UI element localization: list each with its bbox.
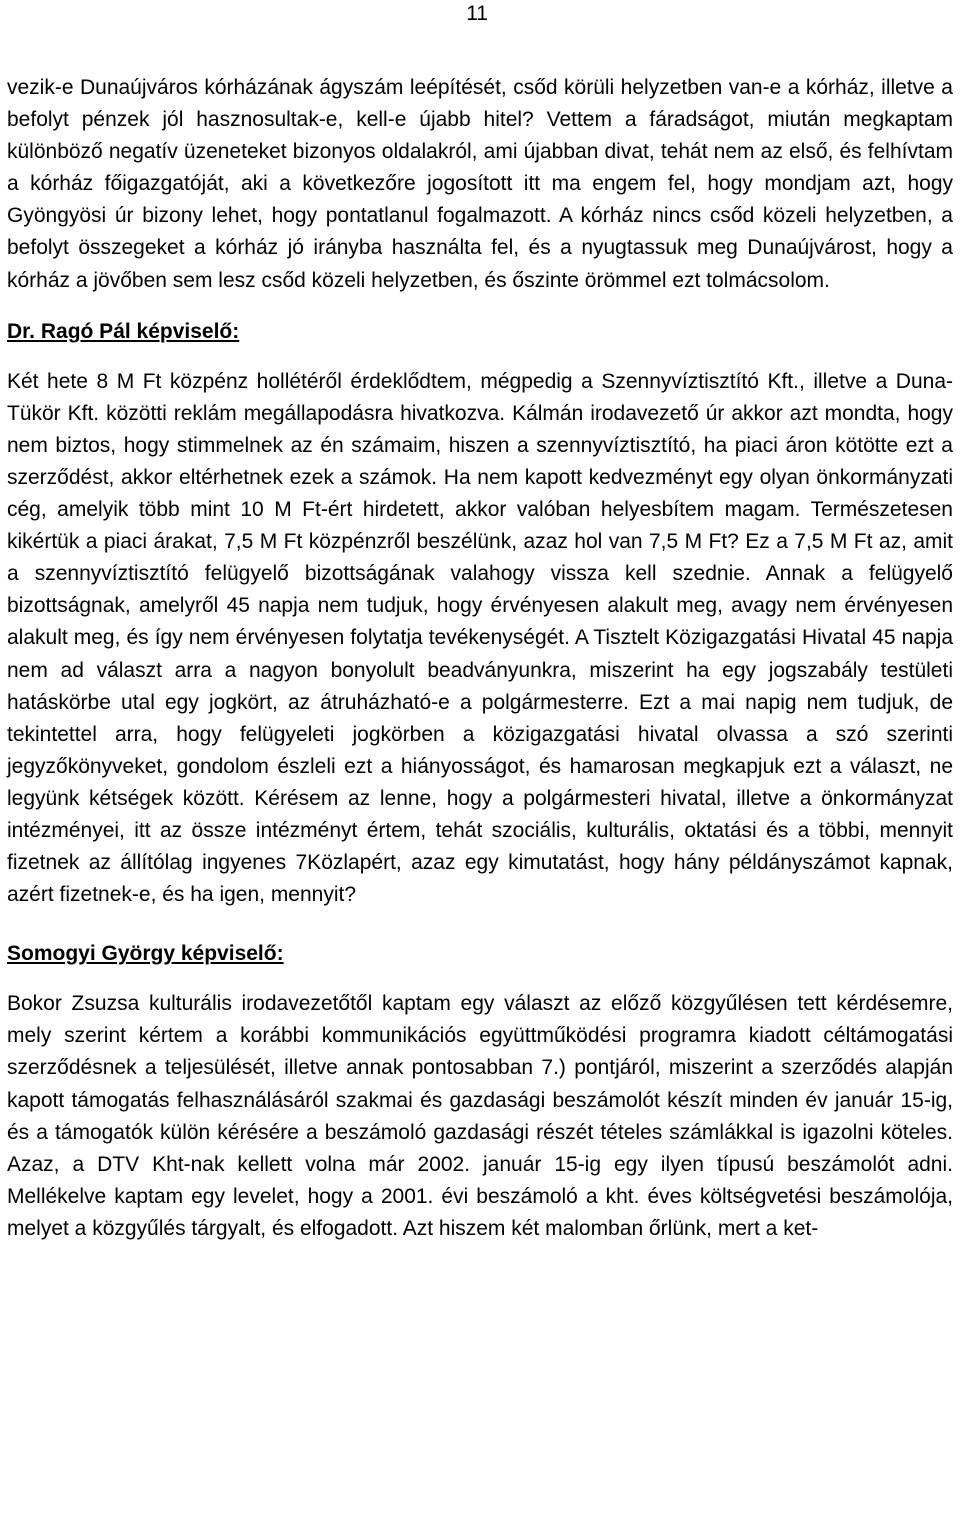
speaker-heading-rago: Dr. Ragó Pál képviselő: <box>7 319 240 343</box>
paragraph-kozpenz: Két hete 8 M Ft közpénz hollétéről érdeklődtem, mégpedig a Szennyvíztisztító Kft., illetve a Duna-Tükör Kft. közötti reklám megállapodásra hivatkozva. Kálmán irodavezető úr akkor azt mondta, hogy nem biztos, hogy stimmelnek az én számaim, hiszen a szennyvíztisztító, ha piaci áron kötötte ezt a szerződést, akkor eltérhetnek ezek a számok. Ha nem kapott kedvezményt egy olyan önkormányzati cég, amelyik több mint 10 M Ft-ért hirdetett, akkor valóban helyesbítem magam. Természetesen kikértük a piaci árakat, 7,5 M Ft közpénzről beszélünk, azaz hol van 7,5 M Ft? Ez a 7,5 M Ft az, amit a szennyvíztisztító felügyelő bizottságának valahogy vissza kell szednie. Annak a felügyelő bizottságnak, amelyről 45 napja nem tudjuk, hogy érvényesen alakult meg, avagy nem érvényesen alakult meg, és így nem érvényesen folytatja tevékenységét. A Tisztelt Közigazgatási Hivatal 45 napja nem ad választ arra a nagyon bonyolult beadványunkra, miszerint ha egy jogszabály testületi hatáskörbe utal egy jogkört, az átruházható-e a polgármesterre. Ezt a mai napig nem tudjuk, de tekintettel arra, hogy felügyeleti jogkörben a közigazgatási hivatal olvassa a szó szerinti jegyzőkönyveket, gondolom észleli ezt a hiányosságot, és hamarosan megkapjuk ezt a választ, ne legyünk kétségek között. Kérésem az lenne, hogy a polgármesteri hivatal, illetve a önkormányzat intézményei, itt az össze intézményt értem, tehát szociális, kulturális, oktatási és a többi, mennyit fizetnek az állítólag ingyenes 7Közlapért, azaz egy kimutatást, hogy hány példányszámot kapnak, azért fizetnek-e, és ha igen, mennyit? <box>7 369 953 907</box>
speaker-heading-somogyi: Somogyi György képviselő: <box>7 942 284 966</box>
document-body <box>7 72 953 1245</box>
paragraph-dtv: Bokor Zsuzsa kulturális irodavezetőtől kaptam egy választ az előző közgyűlésen tett kérdésemre, mely szerint kértem a korábbi kommunikációs együttműködési programra kiadott céltámogatási szerződésnek a teljesülését, illetve annak pontosabban 7.) pontjáról, miszerint a szerződés alapján kapott támogatás felhasználásáról szakmai és gazdasági beszámolót készít minden év január 15-ig, és a támogatók külön kérésére a beszámoló gazdasági részét tételes számlákkal is igazolni köteles. Azaz, a DTV Kht-nak kellett volna már 2002. január 15-ig egy ilyen típusú beszámolót adni. Mellékelve kaptam egy levelet, hogy a 2001. évi beszámoló a kht. éves költségvetési beszámolója, melyet a közgyűlés tárgyalt, és elfogadott. Azt hiszem két malomban őrlünk, mert a ket- <box>7 992 953 1240</box>
paragraph-kórház: vezik-e Dunaújváros kórházának ágyszám leépítését, csőd körüli helyzetben van-e a kórház, illetve a befolyt pénzek jól hasznosultak-e, kell-e újabb hitel? Vettem a fáradságot, miután megkaptam különböző negatív üzeneteket bizonyos oldalakról, ami újabban divat, tehát nem az első, és felhívtam a kórház főigazgatóját, aki a következőre jogosított itt ma engem fel, hogy mondjam azt, hogy Gyöngyösi úr bizony lehet, hogy pontatlanul fogalmazott. A kórház nincs csőd közeli helyzetben, a befolyt összegeket a kórház jó irányba használta fel, és a nyugtassuk meg Dunaújvárost, hogy a kórház a jövőben sem lesz csőd közeli helyzetben, és őszinte örömmel ezt tolmácsolom. <box>7 76 953 292</box>
page-number: 11 <box>466 2 488 25</box>
